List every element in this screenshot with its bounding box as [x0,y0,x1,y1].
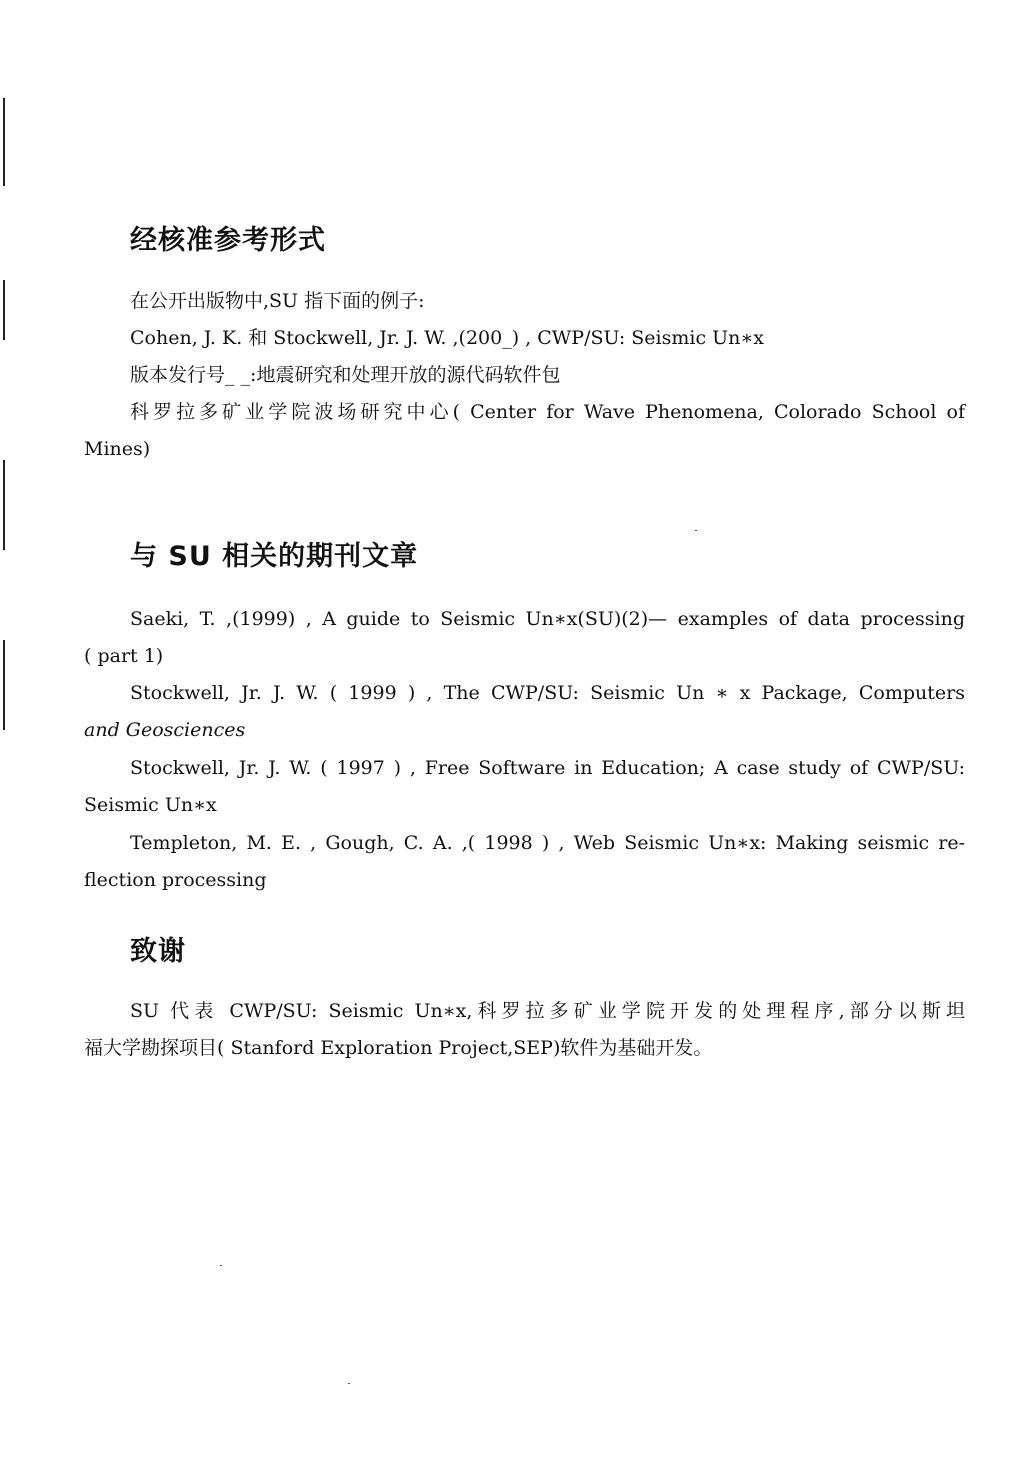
reference-entry-line: Templeton, M. E. , Gough, C. A. ,( 1998 ) , Web Seismic Un∗x: Making seismic re- [130,832,965,854]
scan-speck [348,1383,350,1384]
reference-entry-line: ( part 1) [84,645,164,667]
paragraph-line: 福大学勘探项目( Stanford Exploration Project,SEP)软件为基础开发。 [84,1037,713,1059]
paragraph-line: SU 代表 CWP/SU: Seismic Un∗x,科罗拉多矿业学院开发的处理程序,部分以斯坦 [130,1000,965,1022]
scan-speck [220,1265,222,1266]
reference-entry-line: and Geosciences [84,719,246,741]
reference-entry-line: flection processing [84,869,267,891]
scan-speck [695,530,697,531]
reference-entry-line: Saeki, T. ,(1999) , A guide to Seismic Un∗x(SU)(2)— examples of data processing [130,608,965,630]
reference-entry-line: Stockwell, Jr. J. W. ( 1997 ) , Free Software in Education; A case study of CWP/SU: [130,757,965,779]
paragraph-line: 科罗拉多矿业学院波场研究中心( Center for Wave Phenomena, Colorado School of [130,401,965,423]
binding-mark [3,640,5,730]
reference-entry-line: Stockwell, Jr. J. W. ( 1999 ) , The CWP/SU: Seismic Un ∗ x Package, Computers [130,682,965,704]
reference-entry-line: Seismic Un∗x [84,794,217,816]
section-heading-acknowledgements: 致谢 [130,936,186,967]
paragraph-line: 版本发行号_ _:地震研究和处理开放的源代码软件包 [130,364,561,386]
paragraph-line: 在公开出版物中,SU 指下面的例子: [130,290,425,312]
section-heading-reference-format: 经核准参考形式 [130,225,326,256]
paragraph-line: Mines) [84,438,151,460]
paragraph-line: Cohen, J. K. 和 Stockwell, Jr. J. W. ,(200_) , CWP/SU: Seismic Un∗x [130,327,765,349]
binding-mark [3,280,5,340]
section-heading-journal-articles: 与 SU 相关的期刊文章 [130,541,419,572]
binding-mark [3,460,5,550]
binding-mark [3,98,5,186]
